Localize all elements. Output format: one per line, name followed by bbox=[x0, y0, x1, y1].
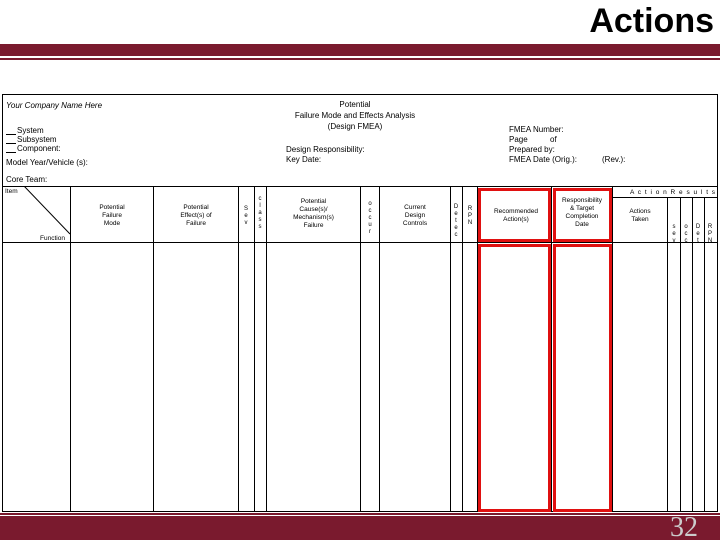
rpn-header: R P N bbox=[467, 206, 473, 226]
component-label: Component: bbox=[17, 144, 61, 153]
action-results-line bbox=[612, 197, 718, 198]
col-divider bbox=[254, 186, 255, 512]
company-name: Your Company Name Here bbox=[6, 101, 103, 110]
col-divider bbox=[379, 186, 380, 512]
key-date-label: Key Date: bbox=[286, 155, 322, 164]
system-label: System bbox=[17, 126, 44, 135]
result-rpn-header: R P N bbox=[707, 224, 713, 244]
design-resp-label: Design Responsibility: bbox=[286, 145, 365, 154]
item-diagonal bbox=[2, 186, 72, 242]
page-number: 32 bbox=[670, 512, 698, 543]
function-label: Function bbox=[40, 235, 65, 242]
core-team-label: Core Team: bbox=[6, 175, 48, 184]
col-divider bbox=[360, 186, 361, 512]
col-divider bbox=[667, 197, 668, 512]
slide-title: Actions bbox=[589, 2, 714, 40]
col-divider bbox=[238, 186, 239, 512]
recommended-actions-header: Recommended Action(s) bbox=[493, 208, 539, 223]
col-divider bbox=[551, 186, 552, 512]
responsibility-column-highlight bbox=[553, 244, 612, 512]
model-year-label: Model Year/Vehicle (s): bbox=[6, 158, 88, 167]
bottom-brand-line bbox=[0, 513, 720, 515]
result-occ-header: o c c bbox=[684, 224, 688, 244]
col-divider bbox=[153, 186, 154, 512]
subsystem-label: Subsystem bbox=[17, 135, 57, 144]
form-title-line: Potential bbox=[339, 100, 371, 109]
result-sev-header: s e v bbox=[672, 224, 676, 244]
occur-header: o c c u r bbox=[368, 201, 372, 235]
causes-header: Potential Cause(s)/ Mechanism(s) Failure bbox=[293, 198, 334, 229]
rev-label: (Rev.): bbox=[602, 155, 626, 164]
bottom-brand-bar bbox=[0, 516, 720, 540]
detec-header: D e t e c bbox=[453, 204, 459, 238]
recommended-actions-column-highlight bbox=[478, 244, 551, 512]
effects-header: Potential Effect(s) of Failure bbox=[180, 204, 212, 227]
result-det-header: D e t bbox=[695, 224, 701, 244]
system-field bbox=[6, 126, 44, 135]
col-divider bbox=[704, 197, 705, 512]
col-divider bbox=[612, 186, 613, 512]
form-title bbox=[280, 99, 430, 132]
responsibility-header: Responsibility & Target Completion Date bbox=[561, 197, 603, 228]
item-label: Item bbox=[5, 188, 18, 195]
sev-header: S e v bbox=[243, 206, 248, 226]
col-divider bbox=[70, 186, 71, 512]
form-title-line: Failure Mode and Effects Analysis bbox=[294, 111, 416, 120]
prepared-by-label: Prepared by: bbox=[509, 145, 555, 154]
form-title-line: (Design FMEA) bbox=[327, 122, 383, 131]
subsystem-field bbox=[6, 135, 57, 144]
responsibility-header-highlight bbox=[553, 188, 612, 242]
actions-taken-header: Actions Taken bbox=[629, 208, 651, 223]
col-divider bbox=[680, 197, 681, 512]
col-divider bbox=[692, 197, 693, 512]
top-brand-line bbox=[0, 58, 720, 60]
page-label: Page bbox=[509, 135, 528, 144]
col-divider bbox=[450, 186, 451, 512]
fmea-date-label: FMEA Date (Orig.): bbox=[509, 155, 578, 164]
recommended-actions-header-highlight bbox=[478, 188, 551, 242]
top-brand-bar bbox=[0, 44, 720, 56]
fmea-number-label: FMEA Number: bbox=[509, 125, 564, 134]
controls-header: Current Design Controls bbox=[402, 204, 428, 227]
failure-mode-header: Potential Failure Mode bbox=[99, 204, 125, 227]
action-results-header: A c t i o n R e s u l t s bbox=[630, 189, 717, 196]
component-field bbox=[6, 144, 61, 153]
of-label: of bbox=[550, 135, 557, 144]
col-divider bbox=[462, 186, 463, 512]
col-divider bbox=[266, 186, 267, 512]
class-header: c l a s s bbox=[258, 196, 262, 230]
